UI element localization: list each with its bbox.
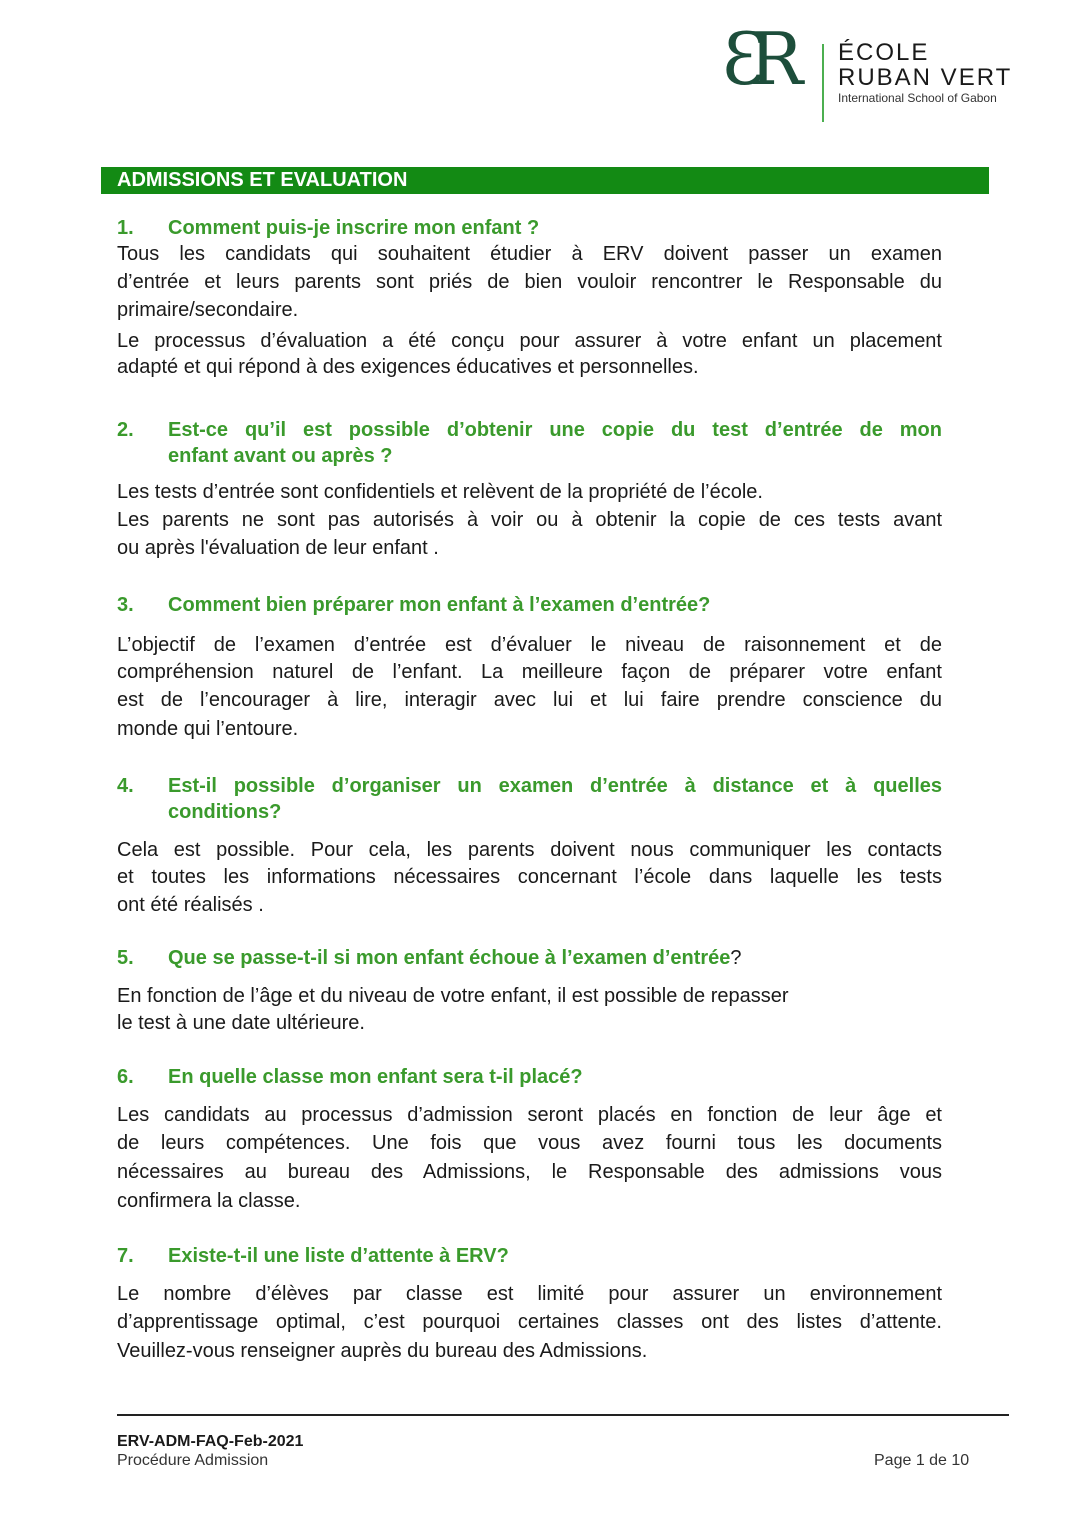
faq-question: Comment puis-je inscrire mon enfant ?	[168, 217, 540, 239]
school-logo	[718, 17, 1018, 110]
faq-answer-line: le test à une date ultérieure.	[117, 1012, 365, 1034]
faq-answer-line: confirmera la classe.	[117, 1190, 301, 1212]
faq-answer-line: Les parents ne sont pas autorisés à voir ou à obtenir la copie de ces tests avant	[117, 509, 942, 531]
faq-answer-line: Veuillez-vous renseigner auprès du bureau des Admissions.	[117, 1340, 648, 1362]
footer-doc-code: ERV-ADM-FAQ-Feb-2021	[117, 1433, 304, 1450]
footer-subtitle: Procédure Admission	[117, 1452, 269, 1469]
faq-answer-line: monde qui l’entoure.	[117, 718, 299, 740]
faq-answer-line: primaire/secondaire.	[117, 299, 299, 321]
faq-answer-line: ont été réalisés .	[117, 894, 264, 916]
faq-answer-line: Le nombre d’élèves par classe est limité pour assurer un environnement	[117, 1283, 942, 1305]
faq-answer-line: d’apprentissage optimal, c’est pourquoi certaines classes ont des listes d’attente.	[117, 1311, 942, 1333]
faq-question: Existe-t-il une liste d’attente à ERV?	[168, 1245, 509, 1267]
question-mark: ?	[730, 947, 742, 969]
logo-divider	[822, 44, 824, 122]
faq-question: enfant avant ou après ?	[168, 445, 393, 467]
faq-answer-line: Tous les candidats qui souhaitent étudier à ERV doivent passer un examen	[117, 243, 942, 265]
footer-page-number: Page 1 de 10	[874, 1452, 970, 1469]
faq-question: En quelle classe mon enfant sera t-il placé?	[168, 1066, 583, 1088]
faq-answer-line: L’objectif de l’examen d’entrée est d’évaluer le niveau de raisonnement et de	[117, 634, 942, 656]
faq-answer-line: compréhension naturel de l’enfant. La meilleure façon de préparer votre enfant	[117, 661, 942, 683]
faq-question: Que se passe-t-il si mon enfant échoue à l’examen d’entrée?	[168, 947, 742, 969]
logo-tagline: International School of Gabon	[838, 91, 997, 105]
faq-question: conditions?	[168, 801, 282, 823]
faq-answer-line: En fonction de l’âge et du niveau de votre enfant, il est possible de repasser	[117, 985, 789, 1007]
faq-answer-line: et toutes les informations nécessaires concernant l’école dans laquelle les tests	[117, 866, 942, 888]
footer-divider	[117, 1414, 1009, 1416]
faq-number: 2.	[117, 419, 134, 441]
faq-number: 4.	[117, 775, 134, 797]
faq-answer-line: de leurs compétences. Une fois que vous avez fourni tous les documents	[117, 1132, 942, 1154]
faq-answer-line: adapté et qui répond à des exigences éducatives et personnelles.	[117, 356, 699, 378]
section-title: ADMISSIONS ET EVALUATION	[117, 169, 408, 191]
faq-answer-line: d’entrée et leurs parents sont priés de bien vouloir rencontrer le Responsable du	[117, 271, 942, 293]
faq-number: 7.	[117, 1245, 134, 1267]
logo-monogram: ƐR	[722, 17, 786, 101]
faq-question: Comment bien préparer mon enfant à l’examen d’entrée?	[168, 594, 711, 616]
faq-number: 5.	[117, 947, 134, 969]
faq-answer-line: nécessaires au bureau des Admissions, le Responsable des admissions vous	[117, 1161, 942, 1183]
faq-number: 1.	[117, 217, 134, 239]
faq-question: Est-ce qu’il est possible d’obtenir une copie du test d’entrée de mon	[168, 419, 942, 441]
faq-answer-line: ou après l'évaluation de leur enfant .	[117, 537, 439, 559]
faq-answer-line: Les candidats au processus d’admission seront placés en fonction de leur âge et	[117, 1104, 942, 1126]
logo-line1: ÉCOLE	[838, 39, 930, 66]
faq-number: 3.	[117, 594, 134, 616]
faq-number: 6.	[117, 1066, 134, 1088]
faq-answer-line: Cela est possible. Pour cela, les parents doivent nous communiquer les contacts	[117, 839, 942, 861]
logo-line2: RUBAN VERT	[838, 64, 1013, 91]
faq-question: Est-il possible d’organiser un examen d’entrée à distance et à quelles	[168, 775, 942, 797]
section-header-bar	[101, 167, 989, 194]
faq-answer-line: Le processus d’évaluation a été conçu pour assurer à votre enfant un placement	[117, 330, 942, 352]
faq-answer-line: est de l’encourager à lire, interagir avec lui et lui faire prendre conscience du	[117, 689, 942, 711]
faq-answer-line: Les tests d’entrée sont confidentiels et relèvent de la propriété de l’école.	[117, 481, 763, 503]
